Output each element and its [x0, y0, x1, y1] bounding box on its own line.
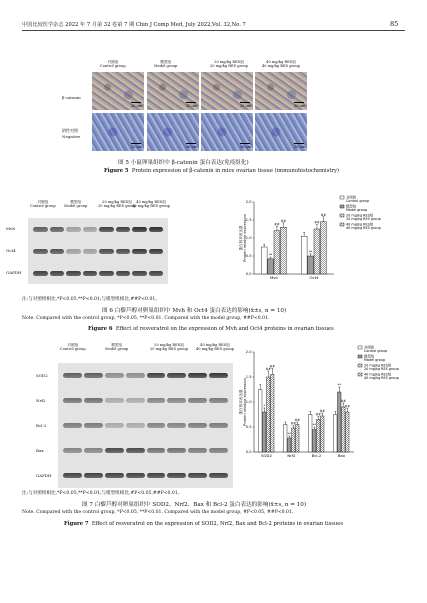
fig7-bar — [263, 412, 267, 452]
fig5-row-label-negative: 阴性对照 Negative — [62, 128, 81, 139]
fig6-caption-cn: 图 6 白藜芦醇对卵巢组织中 Mvh 和 Oct4 蛋白表达的影响(x̄±s, n = 10) — [102, 308, 287, 314]
fig6-blot-band — [66, 271, 81, 276]
fig6-blot-band — [99, 227, 114, 232]
fig7-category-label: Bcl-2 — [311, 453, 322, 458]
fig6-legend-label — [346, 221, 381, 230]
fig7-legend-label-line: 20 mg/kg RES group — [364, 367, 399, 372]
fig5-group-header — [154, 60, 177, 68]
fig7-legend-label — [364, 371, 399, 380]
fig6-category-label: Mvh — [270, 275, 278, 280]
fig7-caption-cn: 图 7 白藜芦醇对卵巢组织中 SOD2、Nrf2、Bax 和 Bcl-2 蛋白表达的影响(x̄±s, n = 10) — [82, 502, 307, 508]
fig7-significance-mark: ## — [315, 412, 321, 417]
fig7-y-tick-label: 1.5 — [245, 375, 252, 380]
fig7-blot-band — [147, 423, 166, 428]
fig7-blot-band — [167, 473, 186, 478]
fig7-legend-swatch — [358, 355, 362, 358]
fig6-note-en: Note. Compared with the control group, *P<0.05, **P<0.01. Compared with the model group, ##P<0.01. — [22, 316, 270, 321]
fig6-blot-band — [132, 249, 147, 254]
fig7-significance-mark: ## — [340, 399, 346, 403]
fig6-label: Figure 6 — [88, 326, 113, 332]
fig7-blot-band — [105, 423, 124, 428]
fig6-group-header-en: Control group — [30, 204, 56, 209]
fig7-blot-band — [105, 473, 124, 478]
fig5-micrograph-beta-catenin — [147, 72, 199, 110]
fig7-blot-row-label: SOD2 — [36, 372, 48, 378]
fig7-category-label: Nrf2 — [287, 453, 296, 458]
fig5-label: Figure 5 — [104, 168, 129, 174]
fig7-blot-band — [167, 398, 186, 403]
fig6-group-header-cn: 40 mg/kg RES组 — [136, 200, 166, 204]
fig5-group-header-en: 20 mg/kg RES group — [210, 64, 248, 69]
fig7-blot-band — [167, 373, 186, 378]
fig5-group-header — [100, 60, 126, 68]
fig7-blot-band — [105, 373, 124, 378]
fig6-y-axis-label-line: Protein relative expression — [243, 214, 247, 262]
fig6-legend-label-line: Model group — [346, 208, 368, 213]
fig7-blot-row-label: Bax — [36, 447, 44, 453]
running-header: 中国比较医学杂志 2022 年 7 月第 32 卷第 7 期 Chin J Comp Med, July 2022,Vol. 32,No. 7 — [22, 22, 246, 28]
fig6-blot-band — [33, 249, 48, 254]
fig6-significance-mark: ** — [268, 253, 273, 258]
fig7-significance-mark: ## — [319, 409, 325, 413]
fig7-blot-band — [84, 448, 103, 453]
fig6-significance-mark: ## — [314, 220, 320, 225]
fig7-significance-mark: ## — [265, 367, 271, 371]
fig7-blot-band — [84, 373, 103, 378]
fig6-bar — [261, 247, 267, 274]
fig6-blot-band — [149, 249, 164, 254]
fig7-significance-mark: ** — [337, 383, 341, 387]
fig7-blot-band — [209, 373, 228, 378]
fig6-blot-band — [33, 227, 48, 232]
fig5-micrograph-negative — [147, 113, 199, 151]
fig5-scale-label: 20 μm — [240, 145, 251, 149]
fig5-scale-label: 20 μm — [131, 104, 142, 108]
fig7-blot-row-label: Nrf2 — [36, 397, 46, 403]
fig6-blot-band — [116, 271, 131, 276]
fig7-blot-band — [209, 398, 228, 403]
fig7-blot-row-label: GAPDH — [36, 472, 52, 478]
fig5-group-header-cn: 20 mg/kg RES组 — [214, 60, 244, 64]
fig6-blot-band — [50, 271, 65, 276]
fig6-blot-band — [116, 227, 131, 232]
fig7-legend-label — [364, 353, 385, 362]
fig7-y-tick-label: 2.0 — [245, 350, 252, 355]
fig7-y-axis-label-line: 蛋白相对表达量 — [239, 389, 243, 415]
fig6-blot-band — [33, 271, 48, 276]
fig6-blot-band — [149, 227, 164, 232]
fig6-legend-swatch — [340, 223, 344, 226]
fig7-caption-en — [64, 521, 343, 527]
fig7-bar — [292, 428, 296, 452]
fig7-note-en: Note. Compared with the control group, *P<0.05, **P<0.01. Compared with the model group, #P<0.05, ##P<0.01. — [22, 510, 294, 515]
fig7-blot-band — [188, 448, 207, 453]
fig6-blot-band — [132, 271, 147, 276]
fig6-legend-label — [346, 203, 367, 212]
fig6-group-header — [64, 200, 87, 208]
fig7-blot-band — [105, 398, 124, 403]
fig7-bar — [296, 425, 300, 453]
fig7-blot-band — [84, 423, 103, 428]
fig6-blot-band — [149, 271, 164, 276]
fig5-row-label-beta-catenin: β-catenin — [62, 95, 81, 100]
fig7-group-header-cn: 40 mg/kg RES组 — [200, 343, 230, 347]
fig7-blot-band — [209, 423, 228, 428]
fig6-blot-band — [50, 227, 65, 232]
fig7-blot-band — [188, 473, 207, 478]
fig7-blot-band — [209, 473, 228, 478]
fig7-group-header-en: Control group — [60, 347, 86, 352]
fig7-blot-band — [126, 398, 145, 403]
fig6-bar — [274, 231, 280, 274]
fig7-blot-band — [147, 398, 166, 403]
fig6-y-tick-label: 0.5 — [245, 254, 252, 259]
page-number: 85 — [390, 20, 399, 28]
fig7-legend-label-line: 模型组 — [364, 354, 375, 359]
fig5-scale-label: 20 μm — [294, 145, 305, 149]
fig5-group-header — [262, 60, 300, 68]
fig6-significance-mark: ** — [308, 249, 313, 254]
fig7-bar — [334, 415, 338, 453]
fig7-legend-label-line: Model group — [364, 358, 386, 363]
fig5-caption-en — [104, 168, 339, 174]
fig7-blot-band — [84, 473, 103, 478]
fig7-blot-band — [188, 423, 207, 428]
fig7-significance-mark: ** — [287, 432, 291, 436]
fig5-scale-label: 20 μm — [131, 145, 142, 149]
fig6-y-axis-label — [238, 214, 247, 262]
fig5-scale-bar — [186, 102, 196, 103]
fig7-blot-band — [188, 373, 207, 378]
fig7-category-label: Bax — [337, 453, 346, 458]
fig7-blot-band — [126, 423, 145, 428]
fig7-category-label: SOD2 — [261, 453, 272, 458]
fig5-group-header-cn: 对照组 — [107, 60, 119, 64]
fig7-bar — [342, 407, 346, 452]
fig7-y-tick-label: 0.5 — [245, 425, 252, 430]
fig7-bar — [267, 377, 271, 452]
fig6-blot-band — [66, 227, 81, 232]
fig6-legend-swatch — [340, 205, 344, 208]
fig7-blot-band — [63, 448, 82, 453]
fig6-group-header-en: 40 mg/kg RES group — [132, 204, 170, 209]
fig7-group-header-cn: 对照组 — [67, 343, 79, 347]
fig7-group-header-en: 40 mg/kg RES group — [196, 347, 234, 352]
fig6-legend-label-line: Control group — [346, 199, 370, 204]
fig7-legend-label-line: 40 mg/kg RES group — [364, 376, 399, 381]
fig7-blot-band — [147, 448, 166, 453]
fig7-legend-label — [364, 344, 387, 353]
fig6-y-tick-label: 2.0 — [245, 200, 252, 205]
fig6-blot-band — [116, 249, 131, 254]
fig6-blot-band — [66, 249, 81, 254]
fig6-group-header-cn: 对照组 — [37, 200, 49, 204]
fig7-bar — [271, 375, 275, 453]
fig7-blot-band — [63, 473, 82, 478]
fig7-note-cn: 注:与对照组相比,*P<0.05,**P<0.01;与模型组相比,#P<0.05,##P<0.01。 — [22, 491, 183, 496]
fig5-group-header-en: Model group — [154, 64, 178, 69]
fig5-scale-label: 20 μm — [294, 104, 305, 108]
fig6-legend-label — [346, 212, 381, 221]
fig6-blot-row-label: GAPDH — [6, 270, 22, 275]
fig6-legend-swatch — [340, 196, 344, 199]
fig7-bar — [346, 412, 350, 452]
fig6-blot-row-label: Mvh — [6, 226, 15, 231]
fig6-legend-label-line: 40 mg/kg RES group — [346, 226, 381, 231]
fig7-legend-swatch — [358, 364, 362, 367]
fig5-micrograph-beta-catenin — [92, 72, 144, 110]
fig6-bar-chart — [228, 190, 413, 290]
fig6-bar — [308, 256, 314, 274]
fig6-bar — [280, 227, 286, 274]
fig5-group-header-en: 40 mg/kg RES group — [262, 64, 300, 69]
fig6-group-header-cn: 20 mg/kg RES组 — [102, 200, 132, 204]
fig7-legend-label-line: 对照组 — [364, 345, 375, 350]
fig7-significance-mark: ## — [290, 421, 296, 426]
fig7-blot-band — [63, 423, 82, 428]
fig5-group-header-en: Control group — [100, 64, 126, 69]
fig6-significance-mark: ## — [320, 212, 327, 217]
fig6-bar — [268, 259, 274, 274]
fig6-group-header-cn: 模型组 — [70, 200, 82, 204]
fig6-blot-row-label: Oct4 — [6, 248, 16, 253]
fig7-blot-band — [147, 473, 166, 478]
fig7-group-header-cn: 模型组 — [111, 343, 123, 347]
fig6-legend-label — [346, 194, 369, 203]
fig5-scale-bar — [131, 102, 141, 103]
fig7-legend-label — [364, 362, 399, 371]
fig5-caption-cn: 图 5 小鼠卵巢组织中 β-catenin 蛋白表达(免疫组化) — [118, 160, 249, 166]
fig7-y-tick-label: 0.0 — [245, 450, 252, 455]
fig7-bar-chart — [228, 338, 413, 488]
fig6-note-cn: 注:与对照组相比,*P<0.05,**P<0.01;与模型组相比,##P<0.01。 — [22, 297, 160, 302]
fig7-significance-mark: ** — [312, 423, 316, 427]
fig7-blot-band — [63, 373, 82, 378]
fig5-scale-bar — [294, 143, 304, 144]
fig6-legend-swatch — [340, 214, 344, 217]
fig7-caption-en-text: Effect of resveratrol on the expression of SOD2, Nrf2, Bax and Bcl-2 proteins in ovarian tissues — [91, 521, 344, 527]
fig7-legend-swatch — [358, 346, 362, 349]
fig6-blot-band — [99, 249, 114, 254]
fig7-blot-row-label: Bcl-2 — [36, 422, 47, 428]
fig5-micrograph-negative — [255, 113, 307, 151]
fig7-bar — [284, 425, 288, 453]
fig6-legend-label-line: 20 mg/kg RES group — [346, 217, 381, 222]
fig7-blot-band — [126, 448, 145, 453]
fig5-micrograph-beta-catenin — [255, 72, 307, 110]
fig6-legend-label-line: 40 mg/kg RES组 — [346, 222, 374, 227]
fig7-y-axis-label-line: Protein relative expression — [243, 378, 247, 426]
fig5-micrograph-beta-catenin — [201, 72, 253, 110]
fig6-blot-band — [83, 227, 98, 232]
fig7-group-header — [150, 343, 188, 351]
fig6-blot-band — [50, 249, 65, 254]
fig5-scale-label: 20 μm — [186, 145, 197, 149]
fig7-blot-band — [63, 398, 82, 403]
fig6-category-label: Oct4 — [309, 275, 319, 280]
fig7-significance-mark: ## — [344, 404, 350, 409]
fig7-group-header-en: Model group — [105, 347, 129, 352]
fig7-label: Figure 7 — [64, 521, 89, 527]
fig6-blot-band — [132, 227, 147, 232]
header-rule — [22, 30, 405, 31]
fig6-y-tick-label: 1.5 — [245, 218, 252, 223]
fig7-group-header — [105, 343, 128, 351]
fig6-legend-label-line: 对照组 — [346, 195, 357, 200]
fig6-group-header-en: Model group — [64, 204, 88, 209]
fig5-scale-label: 20 μm — [240, 104, 251, 108]
fig7-bar — [309, 415, 313, 453]
fig5-group-header-cn: 40 mg/kg RES组 — [266, 60, 296, 64]
fig6-blot-band — [83, 271, 98, 276]
fig7-y-axis-label — [238, 378, 247, 426]
fig7-significance-mark: ## — [294, 418, 300, 422]
fig6-bar — [314, 229, 320, 274]
fig7-bar — [317, 420, 321, 453]
fig7-blot-band — [188, 398, 207, 403]
fig5-scale-label: 20 μm — [186, 104, 197, 108]
fig7-significance-mark: ## — [269, 364, 275, 369]
fig5-scale-bar — [240, 102, 250, 103]
fig6-y-axis-label-line: 蛋白相对表达量 — [239, 225, 243, 251]
fig5-group-header — [210, 60, 248, 68]
fig6-legend-label-line: 模型组 — [346, 204, 357, 209]
fig7-blot-band — [147, 373, 166, 378]
fig5-group-header-cn: 模型组 — [160, 60, 172, 64]
fig7-blot-band — [126, 473, 145, 478]
fig7-significance-mark: * — [263, 404, 266, 408]
fig7-blot-band — [167, 423, 186, 428]
fig6-caption-en — [88, 326, 334, 332]
fig5-micrograph-negative — [92, 113, 144, 151]
fig7-bar — [259, 390, 266, 453]
fig5-scale-bar — [294, 102, 304, 103]
fig6-y-tick-label: 1.0 — [245, 236, 252, 241]
fig7-group-header-en: 20 mg/kg RES group — [150, 347, 188, 352]
fig7-blot-band — [209, 448, 228, 453]
fig6-significance-mark: ## — [274, 222, 280, 227]
fig7-blot-band — [167, 448, 186, 453]
fig6-bar — [320, 222, 326, 274]
fig5-scale-bar — [131, 143, 141, 144]
fig7-group-header — [60, 343, 86, 351]
fig7-bar — [288, 438, 292, 452]
fig7-group-header-cn: 20 mg/kg RES组 — [154, 343, 184, 347]
fig7-legend-swatch — [358, 373, 362, 376]
fig6-blot-band — [83, 249, 98, 254]
fig5-scale-bar — [240, 143, 250, 144]
fig6-significance-mark: ## — [280, 218, 287, 223]
fig7-legend-label-line: 20 mg/kg RES组 — [364, 363, 392, 368]
fig6-blot-band — [99, 271, 114, 276]
fig7-blot-band — [105, 448, 124, 453]
fig5-micrograph-negative — [201, 113, 253, 151]
fig6-group-header — [98, 200, 136, 208]
fig7-legend-label-line: Control group — [364, 349, 388, 354]
fig7-blot-band — [84, 398, 103, 403]
fig6-y-tick-label: 0.0 — [245, 272, 252, 277]
fig6-legend-label-line: 20 mg/kg RES组 — [346, 213, 374, 218]
fig5-caption-en-text: Protein expression of β-catenin in mice ovarian tissue (immunohistochemistry) — [131, 168, 339, 174]
fig5-scale-bar — [186, 143, 196, 144]
fig6-caption-en-text: Effect of resveratrol on the expression of Mvh and Oct4 proteins in ovarian tissues — [115, 326, 334, 332]
fig6-group-header — [132, 200, 170, 208]
fig7-legend-label-line: 40 mg/kg RES组 — [364, 372, 392, 377]
fig6-group-header-en: 20 mg/kg RES group — [98, 204, 136, 209]
fig7-blot-band — [126, 373, 145, 378]
fig6-bar — [301, 236, 307, 274]
fig6-group-header — [30, 200, 56, 208]
fig7-bar — [321, 416, 325, 452]
fig7-bar — [313, 430, 317, 453]
fig7-y-tick-label: 1.0 — [245, 400, 252, 405]
